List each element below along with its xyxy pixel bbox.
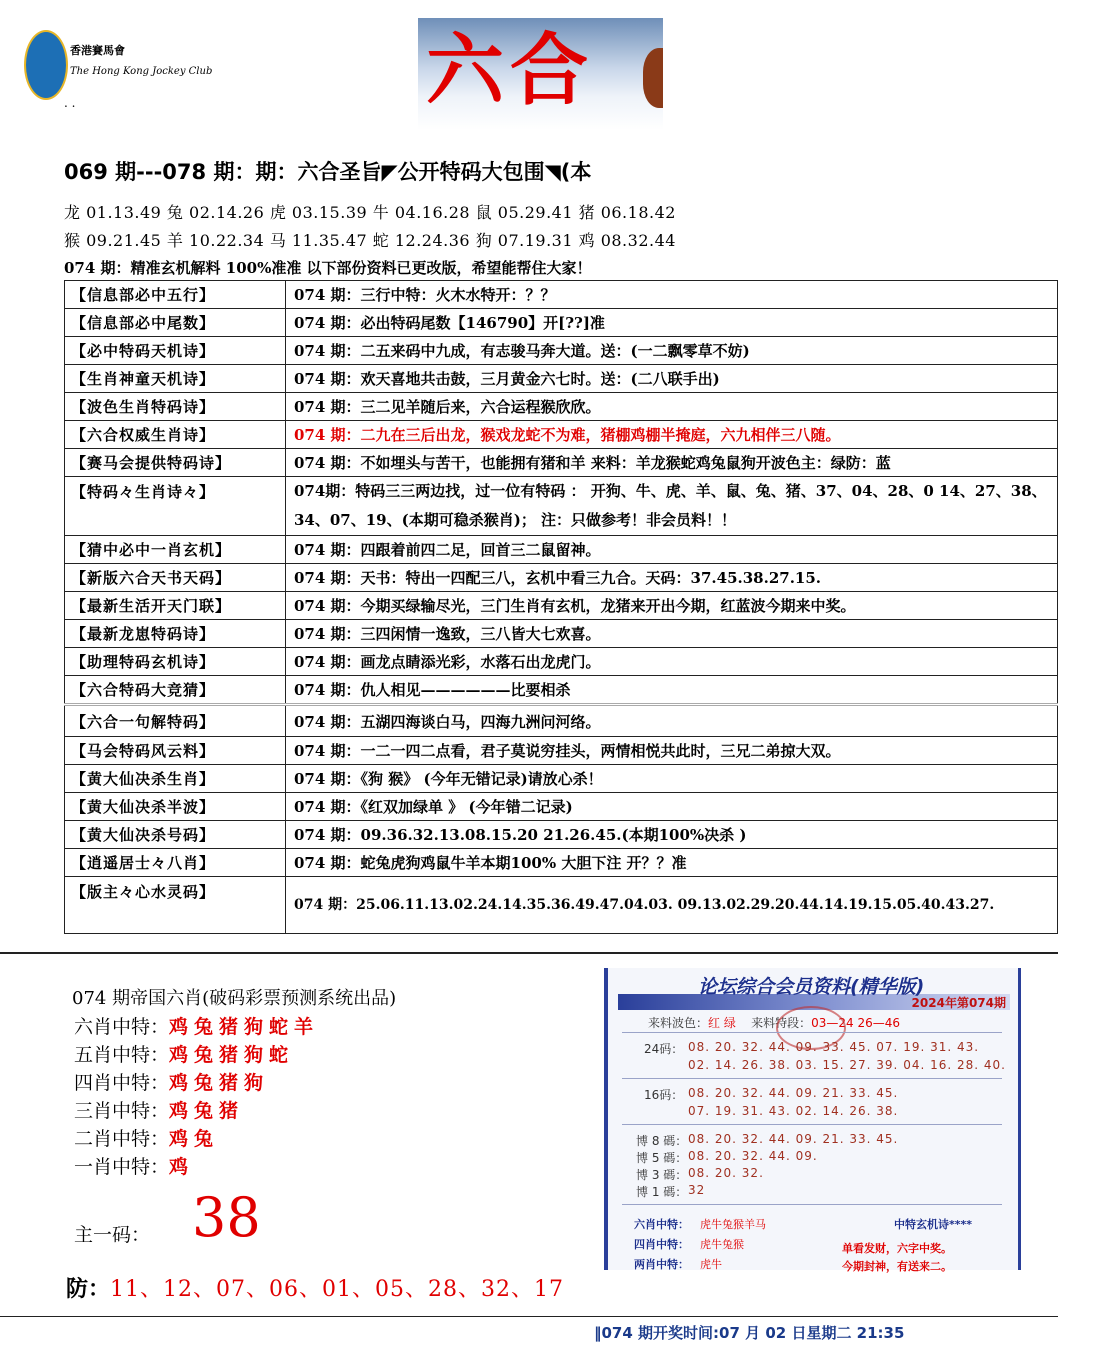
row-value: 074 期：二五来码中九成，有志骏马奔大道。送：(一二飘零草不妨): [286, 337, 1058, 365]
pick-row-6: [74, 1012, 319, 1039]
pick-label: 六肖中特：: [74, 1016, 170, 1038]
divider: [622, 1204, 1002, 1205]
pick-label: 六肖中特：: [634, 1218, 689, 1231]
card-title: 论坛综合会员资料(精华版): [698, 976, 925, 998]
row-value: 074 期：二九在三后出龙，猴戏龙蛇不为难，猪棚鸡棚半掩庭，六九相伴三八随。: [286, 421, 1058, 449]
row-value: 074 期：25.06.11.13.02.24.14.35.36.49.47.04.03. 09.13.02.29.20.44.14.19.15.05.40.43.27.: [286, 877, 1058, 934]
wave-label: 来料波色：: [648, 1016, 709, 1030]
row-value: 074期：特码三三两边找，过一位有特码 ： 开狗、牛、虎、羊、鼠、兔、猪、37、04、28、0 14、27、38、34、07、19、(本期可稳杀猴肖)； 注：只做参考！非会员料！！: [286, 477, 1058, 536]
row-key: 【黄大仙决杀半波】: [65, 793, 286, 821]
pick-label: 两肖中特：: [634, 1258, 689, 1271]
table-row: [65, 536, 1058, 564]
wave-value: 红 绿: [708, 1016, 736, 1030]
row-value: 074 期：四跟着前四二足，回首三二鼠留神。: [286, 536, 1058, 564]
row-key: 【马会特码风云料】: [65, 737, 286, 765]
row-value: 074 期：不如埋头与苦干，也能拥有猪和羊 来料：羊龙猴蛇鸡兔鼠狗开波色主：绿防：蓝: [286, 449, 1058, 477]
table-row: [65, 676, 1058, 705]
liuhe-banner: [418, 18, 663, 130]
logo-dots: . .: [64, 96, 76, 110]
table-row: [65, 592, 1058, 620]
row-value: 074 期：五湖四海谈白马，四海九洲问河络。: [286, 705, 1058, 737]
row-value: 074 期：必出特码尾数【146790】开[??]准: [286, 309, 1058, 337]
logo-english-name: The Hong Kong Jockey Club: [70, 66, 213, 77]
table-row: [65, 849, 1058, 877]
table-row: [65, 648, 1058, 676]
table-row: [65, 281, 1058, 309]
pick-value: 鸡兔猪: [169, 1100, 245, 1122]
divider: [622, 1124, 1002, 1125]
pick-row-5: [74, 1040, 294, 1067]
group-label: 16码：: [644, 1088, 684, 1102]
bo-label: 博 1 碼：: [636, 1185, 688, 1199]
defense-label: 防：: [66, 1276, 111, 1302]
row-value: 074 期：三行中特：火木水特开：？？: [286, 281, 1058, 309]
table-row: [65, 705, 1058, 737]
pick-label: 四肖中特：: [74, 1072, 170, 1094]
pick-label: 二肖中特：: [74, 1128, 170, 1150]
row-key: 【生肖神童天机诗】: [65, 365, 286, 393]
group-label: 24码：: [644, 1042, 684, 1056]
pick-row-4: [74, 1068, 269, 1095]
card-wave-line: [648, 1014, 900, 1031]
pick-row-1: [74, 1152, 194, 1179]
row-key: 【波色生肖特码诗】: [65, 393, 286, 421]
pick-label: 五肖中特：: [74, 1044, 170, 1066]
pick-label: 一肖中特：: [74, 1156, 170, 1178]
row-key: 【最新生活开天门联】: [65, 592, 286, 620]
feature-label: 来料特段：: [751, 1016, 812, 1030]
bo-value: 08. 20. 32. 44. 09.: [688, 1149, 818, 1163]
pick-label: 四肖中特：: [634, 1238, 689, 1251]
row-key: 【六合特码大竞猜】: [65, 676, 286, 705]
row-key: 【信息部必中尾数】: [65, 309, 286, 337]
row-key: 【最新龙崽特码诗】: [65, 620, 286, 648]
row-value: 074 期：欢天喜地共击鼓，三月黄金六七时。送：(二八联手出): [286, 365, 1058, 393]
pick-row-2: [74, 1124, 219, 1151]
main-number: 38: [192, 1186, 261, 1249]
bo-value: 08. 20. 32. 44. 09. 21. 33. 45.: [688, 1132, 899, 1146]
prediction-table: [64, 280, 1058, 934]
table-row: [65, 309, 1058, 337]
table-row: [65, 365, 1058, 393]
member-data-card: [604, 968, 1021, 1273]
pick-value: 虎牛兔猴: [700, 1238, 744, 1251]
row-value: 074 期：天书：特出一四配三八，玄机中看三九合。天码：37.45.38.27.15.: [286, 564, 1058, 592]
main-number-label: 主一码：: [74, 1224, 151, 1246]
group-line: 08. 20. 32. 44. 09. 33. 45. 07. 19. 31. 43.: [688, 1040, 980, 1054]
row-key: 【六合一句解特码】: [65, 705, 286, 737]
row-value: 074 期：三四闲情一逸致，三八皆大七欢喜。: [286, 620, 1058, 648]
draw-time-footer: ‖074 期开奖时间:07 月 02 日星期二 21:35: [594, 1324, 905, 1342]
row-key: 【六合权威生肖诗】: [65, 421, 286, 449]
logo-emblem-icon: [24, 30, 68, 100]
row-key: 【黄大仙决杀号码】: [65, 821, 286, 849]
row-key: 【赛马会提供特码诗】: [65, 449, 286, 477]
table-row: [65, 620, 1058, 648]
pick-value: 虎牛: [700, 1258, 722, 1271]
horse-image-icon: [643, 48, 663, 108]
row-value: 074 期：今期买绿输尽光，三门生肖有玄机，龙猪来开出今期，红蓝波今期来中奖。: [286, 592, 1058, 620]
row-key: 【必中特码天机诗】: [65, 337, 286, 365]
table-row: [65, 877, 1058, 934]
row-value: 074 期：《红双加绿单 》 (今年错二记录): [286, 793, 1058, 821]
emperor-title: 074 期帝国六肖(破码彩票预测系统出品): [72, 988, 397, 1009]
group-line: 07. 19. 31. 43. 02. 14. 26. 38.: [688, 1104, 899, 1118]
pick-value: 鸡兔猪狗蛇: [169, 1044, 295, 1066]
row-key: 【助理特码玄机诗】: [65, 648, 286, 676]
card-issue: 2024年第074期: [911, 996, 1006, 1010]
defense-values: 11、12、07、06、01、05、28、32、17: [110, 1277, 564, 1302]
row-key: 【黄大仙决杀生肖】: [65, 765, 286, 793]
row-key: 【特码々生肖诗々】: [65, 477, 286, 536]
pick-value: 虎牛兔猴羊马: [700, 1218, 766, 1231]
bo-label: 博 8 碼：: [636, 1134, 688, 1148]
table-row: [65, 421, 1058, 449]
row-value: 074 期：三二见羊随后来，六合运程猴欣欣。: [286, 393, 1058, 421]
intro-line: 074 期：精准玄机解料 100%准准 以下部份资料已更改版，希望能帮住大家！: [64, 259, 592, 277]
divider: [622, 1078, 1002, 1079]
row-value: 074 期：一二一四二点看，君子莫说穷挂头，两情相悦共此时，三兄二弟掠大双。: [286, 737, 1058, 765]
table-row: [65, 737, 1058, 765]
pick-value: 鸡: [169, 1156, 195, 1178]
row-key: 【逍遥居士々八肖】: [65, 849, 286, 877]
row-key: 【新版六合天书天码】: [65, 564, 286, 592]
feature-value: 03—24 26—46: [811, 1016, 901, 1030]
bo-value: 08. 20. 32.: [688, 1166, 764, 1180]
group-line: 02. 14. 26. 38. 03. 15. 27. 39. 04. 16. 28. 40.: [688, 1058, 1006, 1072]
banner-title: 六合: [426, 25, 595, 116]
bo-value: 32: [688, 1183, 706, 1197]
page-title: 069 期---078 期：期：六合圣旨◤公开特码大包围◥(本: [64, 160, 592, 184]
pick-label: 三肖中特：: [74, 1100, 170, 1122]
row-value: 074 期：仇人相见——————比要相杀: [286, 676, 1058, 705]
row-value: 074 期：蛇兔虎狗鸡鼠牛羊本期100% 大胆下注 开？？准: [286, 849, 1058, 877]
row-value: 074 期：《狗 猴》 (今年无错记录)请放心杀！: [286, 765, 1058, 793]
slogan-2: 今期封神，有送来二。: [842, 1260, 952, 1273]
defense-numbers: [66, 1272, 564, 1303]
pick-value: 鸡兔猪狗蛇羊: [169, 1016, 320, 1038]
pick-row-3: [74, 1096, 244, 1123]
table-row: [65, 393, 1058, 421]
table-row: [65, 793, 1058, 821]
table-row: [65, 821, 1058, 849]
row-key: 【猜中必中一肖玄机】: [65, 536, 286, 564]
slogan-1: 单看发财，六字中奖。: [842, 1242, 952, 1255]
pick-value: 鸡兔猪狗: [169, 1072, 270, 1094]
row-value: 074 期：画龙点睛添光彩，水落石出龙虎门。: [286, 648, 1058, 676]
group-line: 08. 20. 32. 44. 09. 21. 33. 45.: [688, 1086, 899, 1100]
table-row: [65, 337, 1058, 365]
table-row: [65, 477, 1058, 536]
table-row: [65, 449, 1058, 477]
bo-label: 博 5 碼：: [636, 1151, 688, 1165]
table-row: [65, 765, 1058, 793]
row-value: 074 期：09.36.32.13.08.15.20 21.26.45.(本期100%决杀 ): [286, 821, 1058, 849]
logo-chinese-name: 香港賽馬會: [70, 44, 125, 57]
table-row: [65, 564, 1058, 592]
bo-label: 博 3 碼：: [636, 1168, 688, 1182]
zodiac-numbers-line-1: 龙 01.13.49 兔 02.14.26 虎 03.15.39 牛 04.16.28 鼠 05.29.41 猪 06.18.42: [64, 203, 676, 222]
row-key: 【信息部必中五行】: [65, 281, 286, 309]
jockey-club-logo: [22, 28, 222, 108]
divider: [622, 1032, 1002, 1033]
zodiac-numbers-line-2: 猴 09.21.45 羊 10.22.34 马 11.35.47 蛇 12.24.36 狗 07.19.31 鸡 08.32.44: [64, 231, 676, 250]
row-key: 【版主々心水灵码】: [65, 877, 286, 934]
pick-value: 鸡兔: [169, 1128, 220, 1150]
poem-title: 中特玄机诗****: [894, 1218, 973, 1231]
